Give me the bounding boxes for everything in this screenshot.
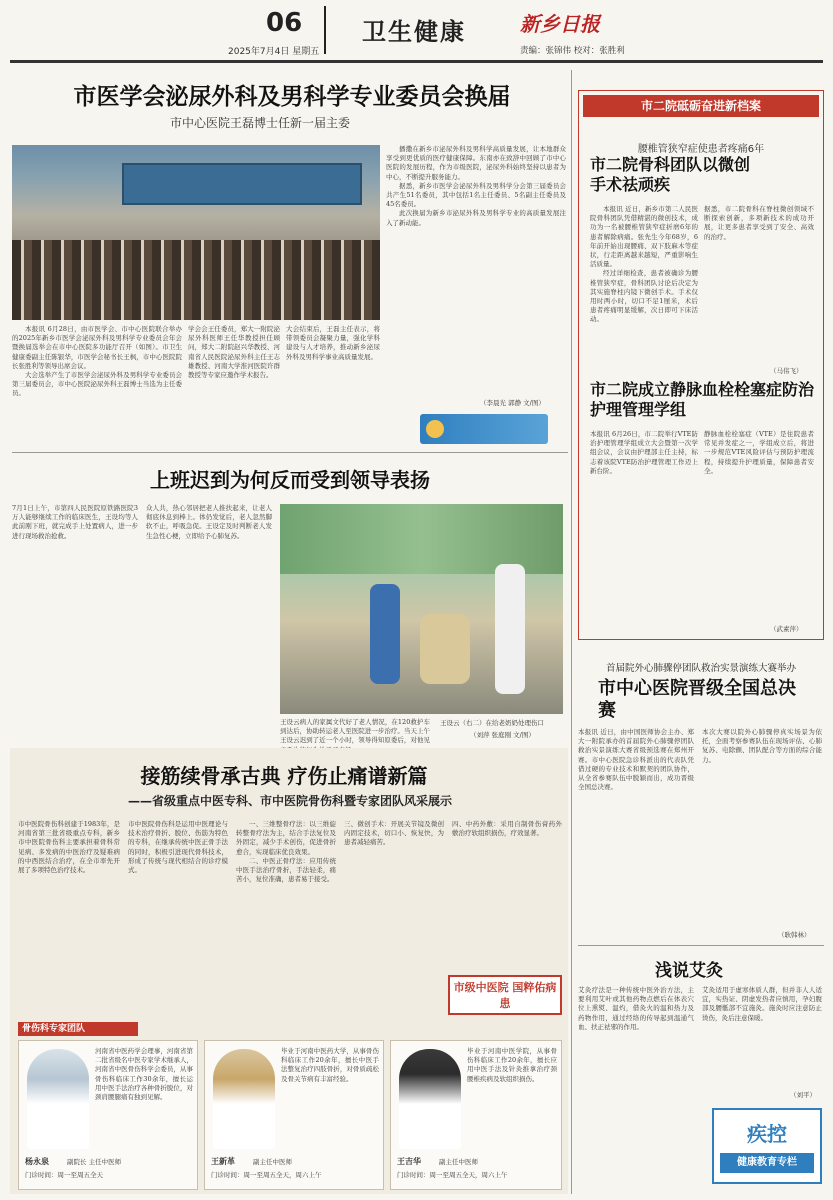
tree-foliage	[280, 504, 563, 574]
member-name: 杨永泉	[25, 1156, 49, 1166]
red-banner-text: 市级中医院 国粹佑病患	[453, 981, 557, 1010]
member-name: 王新革	[211, 1156, 235, 1166]
member-clinic: 门诊时间：周一至周五全天，周六上午	[397, 1171, 508, 1179]
sidebar1-byline: （马伟飞）	[770, 367, 803, 375]
person-figure	[495, 564, 525, 694]
person-figure	[370, 584, 400, 684]
sidebar1-banner: 市二院砥砺奋进新档案	[583, 95, 819, 117]
sidebar3-headline: 浅说艾灸	[655, 961, 723, 981]
feature3-headline: 接筋续骨承古典 疗伤止痛谱新篇	[140, 764, 428, 788]
sidebar2-kicker: 首届院外心肺骤停团队救治实景演练大赛举办	[605, 663, 796, 674]
sidebar2-col-2: 本次大赛以院外心肺骤停真实场景为依托，全面考察参赛队伍在现场评估、心肺复苏、电除颤、团队配合等方面的综合能力。	[702, 728, 822, 764]
sidebar2-headline: 市中心医院晋级全国总决赛	[598, 678, 796, 721]
member-clinic: 门诊时间：周一至周五全天，周六上午	[211, 1171, 322, 1179]
member-card-2	[204, 1040, 384, 1190]
member-portrait	[27, 1049, 89, 1149]
section-divider	[578, 945, 824, 946]
red-banner	[448, 975, 562, 1015]
health-badge-graphic	[420, 414, 548, 444]
section-title: 卫生健康	[362, 18, 466, 46]
feature3-subtitle: ——省级重点中医专科、市中医院骨伤科暨专家团队风采展示	[127, 794, 452, 808]
feature2-photo	[280, 504, 563, 714]
member-title: 副主任中医师	[253, 1158, 292, 1166]
lead-subtitle: 市中心医院王磊博士任新一届主委	[170, 116, 351, 130]
member-portrait	[213, 1049, 275, 1149]
feature2-byline: （刘萍 张庭刚 文/图）	[470, 731, 535, 739]
section-divider	[12, 452, 568, 453]
member-title: 副主任中医师	[439, 1158, 478, 1166]
editor-credit: 责编：张锦伟 校对：张胜利	[520, 46, 625, 56]
feature2-headline: 上班迟到为何反而受到领导表扬	[150, 468, 430, 492]
sidebar1-col-4: 静脉血栓栓塞症（VTE）是住院患者常见并发症之一，学组成立后，将进一步规范VTE风险评估与预防护理流程，持续提升护理质量，保障患者安全。	[704, 430, 814, 475]
sidebar1-headline: 市二院骨科团队以微创手术祛顽疾	[590, 155, 751, 194]
feature3-col-5: 四、中药外敷：采用自制骨伤膏药外敷治疗软组织损伤，疗效显著。	[452, 820, 562, 838]
feature3-col-2: 市中医院骨伤科是运用中医理论与技术治疗骨折、脱位、伤筋为特色的专科，在继承传统中医正骨手法的同时，积极引进现代骨科技术，形成了传统与现代相结合的诊疗模式。	[128, 820, 228, 875]
sidebar2-byline: （耿韩林）	[778, 931, 811, 939]
header-rule	[10, 60, 823, 63]
column-divider	[571, 70, 572, 1194]
badge-subtitle: 健康教育专栏	[720, 1153, 814, 1173]
person-figure	[420, 614, 470, 684]
lead-headline: 市医学会泌尿外科及男科学专业委员会换届	[73, 84, 511, 110]
member-card-1	[18, 1040, 198, 1190]
feature3-col-4: 三、微创手术：开展关节镜及微创内固定技术，切口小、恢复快，为患者减轻痛苦。	[344, 820, 444, 847]
sidebar3-col-1: 艾灸疗法是一种传统中医外治方法，主要利用艾叶或其他药物点燃后在体表穴位上熏熨、温灼，借灸火的温和热力及药物作用，通过经络的传导起到温通气血、扶正祛邪的作用。	[578, 986, 694, 1031]
feature3-col-1: 市中医院骨伤科创建于1983年，是河南省第三批省级重点专科，新乡市中医院骨伤科主要承担着骨科常见病、多发病的中医治疗及疑难病的中西医结合治疗，在全市率先开展了多项特色治疗技术。	[18, 820, 120, 875]
issue-date: 2025年7月4日 星期五	[228, 47, 320, 57]
sidebar1-col-1: 本报讯 近日，新乡市第二人民医院骨科团队凭借精湛的微创技术，成功为一名被腰椎管狭窄症折磨6年的患者解除病痛。张先生今年68岁，6年前开始出现腰痛、双下肢麻木等症状，行走距离越来越短，严重影响生活质量。 经过详细检查，患者被确诊为腰椎管狭窄症，骨科团队讨论后决定为其实施脊柱内镜下微创手术。手术仅用时两小时，切口不足1厘米，术后患者疼痛明显缓解，次日即可下床活动。	[590, 205, 698, 324]
feature2-caption: 王设云（右二）在给老奶奶处理伤口	[440, 719, 544, 727]
lead-col-1: 本报讯 6月28日，由市医学会、市中心医院联合举办的2025年新乡市医学会泌尿外科及男科学专业委员会年会暨换届选举会在市中心医院多功能厅召开（如图）。市卫生健康委副主任陈银华，市医学会秘书长王枫，市中心医院院长张胜利等领导出席会议。 大会选举产生了市医学会泌尿外科及男科学专业委员会第三届委员会，市中心医院泌尿外科王磊博士当选为主任委员。	[12, 325, 182, 398]
badge-title: 疾控	[747, 1122, 787, 1146]
page-number: 06	[266, 8, 303, 38]
stage-screen	[122, 163, 362, 205]
header-divider	[324, 6, 326, 54]
member-portrait	[399, 1049, 461, 1149]
member-bio: 河南省中医药学会理事，河南省第二批省级名中医专家学术继承人，河南省中医骨伤科学会委员，从事骨伤科临床工作30余年，擅长运用中医手法治疗各种骨折脱位，对颈肩腰腿痛有独到见解。	[95, 1047, 193, 1102]
feature2-col-1: 7月1日上午，市第四人民医院原铁路医院3万人能够继续工作的临床医生，王设均等人此前刚下班，就完成手上处置病人，进一步进行现场救治抢救。	[12, 504, 138, 540]
newspaper-logo: 新乡日报	[520, 12, 600, 36]
sidebar1-kicker: 腰椎管狭窄症使患者疼痛6年	[637, 144, 765, 155]
feature2-col-3: 王设云病人的家属文代好了老人情况，在120救护车到达后，协助转运老人至医院进一步治疗。当天上午王设云迟到了近一个小时，领导得知原委后，对他见	[280, 718, 430, 745]
feature3-col-3: 一、三维整骨疗法：以三维旋转整骨疗法为主，结合手法复位及外固定，减少手术创伤，促进骨折愈合，实现临床优良效果。 二、中医正骨疗法：应用传统中医手法治疗骨折，手法轻柔，痛苦小，复位准确，患者易于接受。	[236, 820, 336, 884]
lead-right-col: 播撒在新乡市泌尿外科及男科学高质量发展，让本地群众享受到更优质的医疗健康保障。东南亦在致辞中回顾了市中心医院的发展历程，作为市级医院，泌尿外科始终坚持以患者为中心，不断提升服务能力。 据悉，新乡市医学会泌尿外科及男科学分会第三届委员会共产生51名委员，其中包括1名主任委员、5名副主任委员及45名委员。 此次换届为新乡市泌尿外科及男科学专业的高质量发展注入了新动能。	[386, 145, 566, 227]
sidebar1-headline-2: 市二院成立静脉血栓栓塞症防治护理管理学组	[590, 380, 815, 419]
lead-col-2: 学会会王任委员，郑大一附院泌尿外科医师王任华教授担任顾问，郑大二附院赵兴华教授、河南省人民医院泌尿外科主任王志雄教授、河南大学淮河医院许群教授等专家应邀作学术报告。	[188, 325, 280, 380]
sidebar1-col-3: 本报讯 6月26日，市二院举行VTE防治护理管理学组成立大会暨第一次学组会议，会议由护理部主任主持，标志着该院VTE防治护理管理工作迈上新台阶。	[590, 430, 698, 475]
sidebar1-byline-2: （武素萍）	[770, 625, 803, 633]
lead-col-3: 大会结束后，王磊主任表示，将带领委员会凝聚力量，强化学科建设与人才培养，推动新乡泌尿外科及男科学事业高质量发展。	[286, 325, 380, 361]
member-title: 副院长 主任中医师	[67, 1158, 122, 1166]
lead-byline: （李晨光 郭静 文/图）	[480, 399, 545, 407]
team-title: 骨伤科专家团队	[18, 1022, 138, 1036]
page-header	[0, 0, 833, 62]
column-badge	[712, 1108, 822, 1184]
member-bio: 毕业于河南中医学院，从事骨伤科临床工作20余年，擅长应用中医手法及针灸推拿治疗颈腰椎疾病及软组织损伤。	[467, 1047, 557, 1083]
member-bio: 毕业于河南中医药大学，从事骨伤科临床工作20余年，擅长中医手法整复治疗四肢骨折，对骨质疏松及骨关节病有丰富经验。	[281, 1047, 379, 1083]
sidebar3-col-2: 艾灸适用于虚寒体质人群，但并非人人适宜，实热证、阴虚发热者应慎用，孕妇腹部及腰骶部不宜施灸。施灸时应注意防止烫伤，灸后注意保暖。	[702, 986, 822, 1022]
badge-icon	[426, 420, 444, 438]
sidebar3-byline: （刘平）	[790, 1091, 816, 1099]
sidebar1-col-2: 据悉，市二院骨科在脊柱微创领域不断探索创新，多项新技术的成功开展，让更多患者享受到了安全、高效的治疗。	[704, 205, 814, 241]
audience	[12, 240, 380, 320]
member-card-3	[390, 1040, 562, 1190]
lead-photo	[12, 145, 380, 320]
sidebar2-col-1: 本报讯 近日，由中国医师协会主办、郑大一附院承办的首届院外心肺骤停团队救治实景演练大赛省级预选赛在郑州开赛。市中心医院急诊科派出的代表队凭借过硬的专业技术和默契的团队协作，从全省参赛队伍中脱颖而出，成功晋级全国总决赛。	[578, 728, 694, 792]
member-name: 王吉华	[397, 1156, 421, 1166]
feature2-col-2: 众人共，热心邻居把老人推扶起来，让老人彻底休息到棒上。体仍发觉后，老人忽然脚软不止，呼吸急促。王设定及时判断老人发生急性心梗，立即给予心肺复苏。	[146, 504, 272, 540]
member-clinic: 门诊时间：周一至周五全天	[25, 1171, 103, 1179]
